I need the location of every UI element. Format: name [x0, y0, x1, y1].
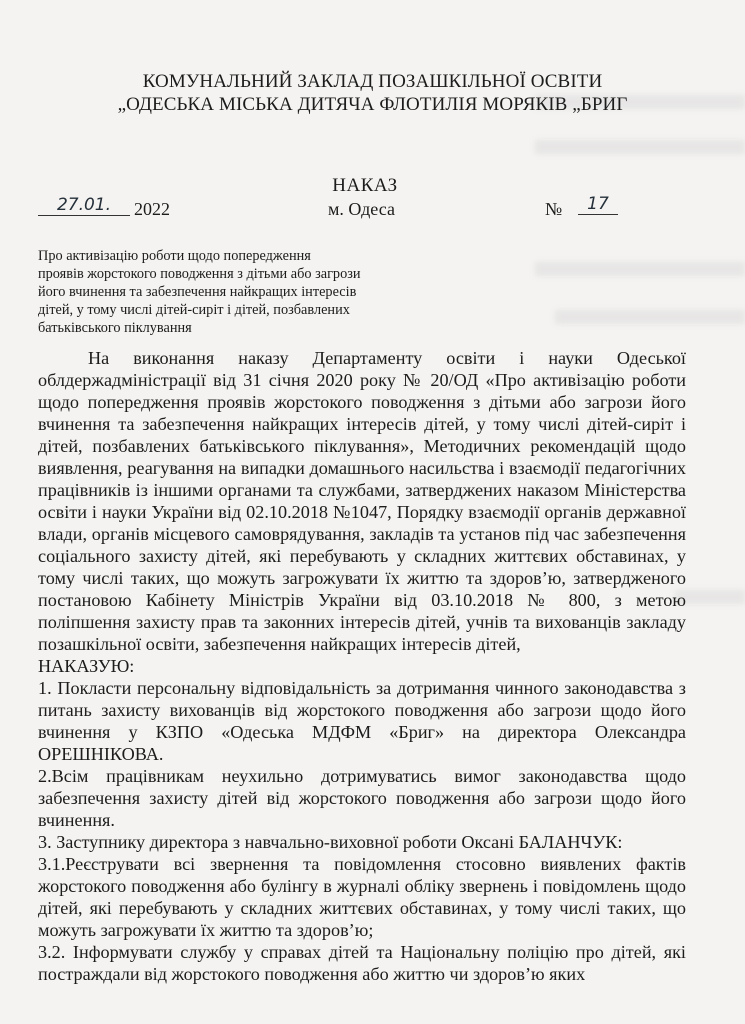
order-item-3-1: 3.1.Реєструвати всі звернення та повідомлення стосовно виявлених фактів жорстокого поводження або булінгу в журналі обліку звернень і повідомлень щодо дітей, які перебувають у складних життєвих обставинах, у тому числі таких, що можуть загрожувати їх життю та здоров’ю;	[38, 854, 686, 940]
subject-line: батьківського піклування	[38, 320, 192, 336]
order-subject	[38, 247, 458, 337]
header-line-1: КОМУНАЛЬНИЙ ЗАКЛАД ПОЗАШКІЛЬНОЇ ОСВІТИ	[142, 71, 603, 92]
subject-line: проявів жорстокого поводження з дітьми або загрози	[38, 266, 361, 282]
institution-header	[0, 70, 745, 116]
handwritten-number: 17	[578, 194, 618, 215]
date-number-row	[38, 194, 678, 223]
order-item-3-2: 3.2. Інформувати службу у справах дітей та Національну поліцію про дітей, які постраждали від жорстокого поводження або життю чи здоров’ю яких	[38, 942, 686, 984]
number-label: №	[545, 199, 563, 219]
city: м. Одеса	[328, 199, 395, 219]
subject-line: Про активізацію роботи щодо попередження	[38, 248, 311, 264]
handwritten-date: 27.01.	[38, 195, 130, 216]
order-body	[38, 347, 686, 985]
order-item-3: 3. Заступнику директора з навчально-виховної роботи Оксані БАЛАНЧУК:	[38, 832, 623, 852]
year: 2022	[134, 199, 170, 219]
show-through-text	[535, 140, 745, 154]
subject-line: його вчинення та забезпечення найкращих інтересів	[38, 284, 357, 300]
order-item-1: 1. Покласти персональну відповідальність за дотримання чинного законодавства з питань захисту вихованців від жорстокого поводження або загрози щодо його вчинення у КЗПО «Одеська МДФМ «Бриг» на директора Олександра ОРЕШНІКОВА.	[38, 678, 686, 764]
show-through-text	[535, 262, 745, 276]
preamble-paragraph: На виконання наказу Департаменту освіти і науки Одеської облдержадміністрації від 31 січня 2020 року № 20/ОД «Про активізацію роботи щодо попередження проявів жорстокого поводження з дітьми або загрози його вчинення та забезпечення найкращих інтересів дітей, у тому числі дітей-сиріт і дітей, позбавлених батьківського піклування», Методичних рекомендацій щодо виявлення, реагування на випадки домашнього насильства і взаємодії педагогічних працівників із іншими органами та службами, затверджених наказом Міністерства освіти і науки України від 02.10.2018 №1047, Порядку взаємодії органів державної влади, органів місцевого самоврядування, закладів та установ під час забезпечення соціального захисту дітей, які перебувають у складних життєвих обставинах, у тому числі таких, що можуть загрожувати їх життю та здоров’ю, затвердженого постановою Кабінету Міністрів України від 03.10.2018 № 800, з метою поліпшення захисту прав та законних інтересів дітей, учнів та вихованців закладу позашкільної освіти, забезпечення найкращих інтересів дітей,	[38, 348, 686, 654]
show-through-text	[555, 310, 745, 324]
document-title: НАКАЗ	[332, 175, 398, 196]
subject-line: дітей, у тому числі дітей-сиріт і дітей, позбавлених	[38, 302, 350, 318]
order-item-2: 2.Всім працівникам неухильно дотримуватись вимог законодавства щодо забезпечення захисту дітей від жорстокого поводження або загрози щодо його вчинення.	[38, 766, 686, 830]
header-line-2: „ОДЕСЬКА МІСЬКА ДИТЯЧА ФЛОТИЛІЯ МОРЯКІВ „БРИГ	[117, 94, 628, 115]
order-word: НАКАЗУЮ:	[38, 656, 135, 676]
